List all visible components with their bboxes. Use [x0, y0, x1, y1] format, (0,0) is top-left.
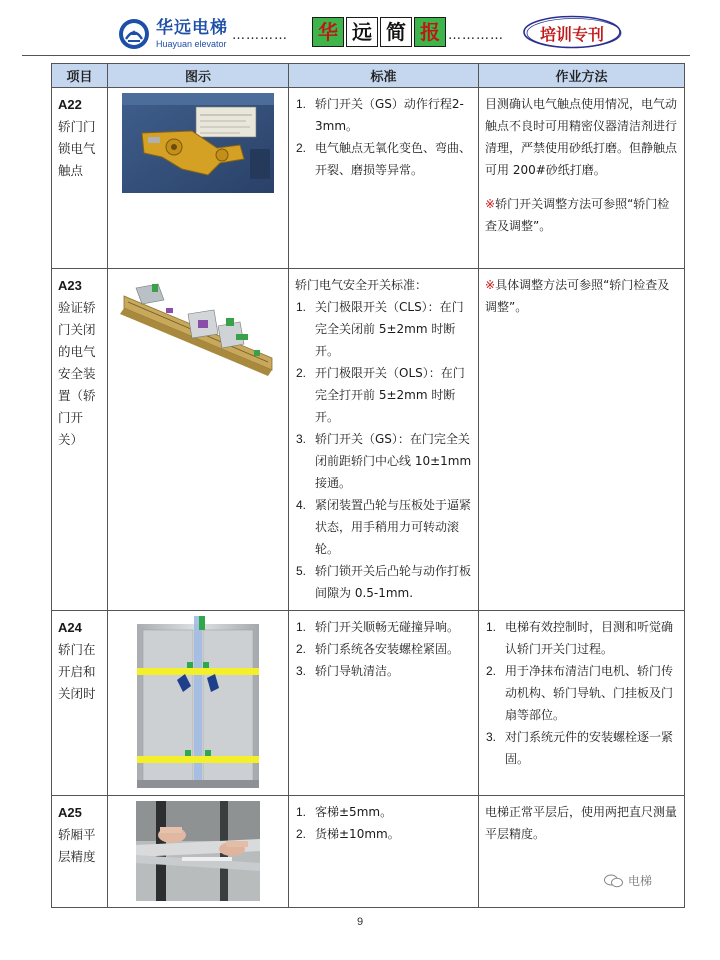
list-item — [295, 362, 472, 428]
list-number: 3. — [296, 432, 307, 446]
company-logo — [118, 18, 228, 50]
page-number: 9 — [356, 916, 364, 928]
list-number: 3. — [486, 730, 497, 744]
method-cell — [479, 269, 685, 611]
item-name-line: 的电气 — [58, 344, 96, 359]
note-text: 轿门开关调整方法可参照“轿门检查及调整”。 — [485, 197, 670, 233]
header-divider — [22, 55, 690, 56]
car-door-panel-photo — [137, 616, 259, 788]
item-code: A22 — [58, 97, 82, 112]
list-item — [485, 616, 678, 660]
item-cell — [52, 269, 108, 611]
method-list — [485, 616, 678, 770]
list-text: 电气触点无氧化变色、弯曲、开裂、磨损等异常。 — [315, 141, 472, 177]
car-door-operator-diagram — [118, 274, 278, 386]
newsletter-char: 报 — [414, 17, 446, 47]
list-item — [295, 494, 472, 560]
standard-intro: 轿门电气安全开关标准： — [295, 278, 428, 292]
maintenance-table — [51, 63, 685, 908]
list-item — [295, 801, 472, 823]
list-text: 轿门导轨清洁。 — [315, 664, 400, 678]
list-text: 用于净抹布清洁门电机、轿门传动机构、轿门导轨、门挂板及门扇等部位。 — [505, 664, 674, 722]
table-row — [52, 88, 685, 269]
standard-list — [295, 801, 472, 845]
logo-english-name: Huayuan elevator — [156, 38, 227, 49]
header-standard: 标准 — [289, 64, 479, 88]
newsletter-title — [312, 17, 448, 47]
standard-list — [295, 296, 472, 604]
list-text: 轿门锁开关后凸轮与动作打板间隙为 0.5-1mm. — [315, 564, 472, 600]
method-text: 电梯正常平层后，使用两把直尺测量平层精度。 — [485, 805, 678, 841]
list-item — [485, 660, 678, 726]
list-text: 轿门系统各安装螺栓紧固。 — [315, 642, 460, 656]
list-text: 轿门开关（GS）：在门完全关闭前距轿门中心线 10±1mm 接通。 — [315, 432, 472, 490]
list-item — [295, 93, 472, 137]
list-text: 开门极限开关（OLS）：在门完全打开前 5±2mm 时断开。 — [315, 366, 465, 424]
newsletter-char: 华 — [312, 17, 344, 47]
item-name-line: 关闭时 — [58, 686, 96, 701]
item-name-line: 轿厢平 — [58, 827, 96, 842]
list-item — [295, 296, 472, 362]
standard-cell — [289, 88, 479, 269]
table-row — [52, 611, 685, 796]
item-code: A24 — [58, 620, 82, 635]
page-header — [0, 0, 720, 60]
list-number: 4. — [296, 498, 307, 512]
training-badge — [522, 15, 622, 49]
item-name-line: 门关闭 — [58, 322, 96, 337]
method-cell — [479, 88, 685, 269]
list-item — [485, 726, 678, 770]
header-method: 作业方法 — [479, 64, 685, 88]
list-number: 2. — [296, 141, 307, 155]
method-cell — [479, 611, 685, 796]
item-code: A25 — [58, 805, 82, 820]
item-code: A23 — [58, 278, 82, 293]
list-number: 1. — [296, 300, 307, 314]
item-name-line: 安全装 — [58, 366, 96, 381]
item-cell — [52, 88, 108, 269]
list-text: 电梯有效控制时，目测和听觉确认轿门开关门过程。 — [505, 620, 674, 656]
table-row — [52, 796, 685, 908]
wechat-watermark — [604, 872, 652, 889]
note-text: 具体调整方法可参照“轿门检查及调整”。 — [485, 278, 670, 314]
wechat-icon — [604, 874, 624, 888]
list-number: 1. — [486, 620, 497, 634]
item-name-line: 轿门在 — [58, 642, 96, 657]
list-item — [295, 560, 472, 604]
header-dots-right: ………… — [448, 28, 504, 43]
item-name-line: 开启和 — [58, 664, 96, 679]
list-item — [295, 428, 472, 494]
item-name-line: 置（轿 — [58, 388, 96, 403]
standard-cell — [289, 611, 479, 796]
standard-cell — [289, 269, 479, 611]
item-name-line: 轿门门 — [58, 119, 96, 134]
list-item — [295, 823, 472, 845]
standard-list — [295, 616, 472, 682]
list-text: 对门系统元件的安装螺栓逐一紧固。 — [505, 730, 674, 766]
item-name-line: 锁电气 — [58, 141, 96, 156]
item-name-line: 触点 — [58, 163, 84, 178]
header-figure: 图示 — [108, 64, 289, 88]
list-number: 2. — [296, 827, 307, 841]
leveling-measurement-photo — [136, 801, 260, 901]
item-name-line: 验证轿 — [58, 300, 96, 315]
table-header-row — [52, 64, 685, 88]
list-number: 3. — [296, 664, 307, 678]
method-text: 目测确认电气触点使用情况，电气动触点不良时可用精密仪器清洁剂进行清理，严禁使用砂纸打磨。但静触点可用 200#砂纸打磨。 — [485, 97, 678, 177]
method-note — [485, 274, 678, 318]
door-lock-contact-photo — [122, 93, 274, 193]
newsletter-char: 远 — [346, 17, 378, 47]
list-item — [295, 616, 472, 638]
watermark-text: 电梯 — [628, 874, 653, 888]
item-name-line: 门开 — [58, 410, 84, 425]
note-mark-icon: ※ — [485, 197, 496, 211]
standard-cell — [289, 796, 479, 908]
list-text: 客梯±5mm。 — [315, 805, 393, 819]
figure-cell — [108, 269, 289, 611]
standard-list — [295, 93, 472, 181]
list-number: 2. — [486, 664, 497, 678]
table-row — [52, 269, 685, 611]
item-cell — [52, 796, 108, 908]
method-cell — [479, 796, 685, 908]
list-number: 2. — [296, 642, 307, 656]
list-text: 紧闭装置凸轮与压板处于逼紧状态，用手稍用力可转动滚轮。 — [315, 498, 472, 556]
list-text: 关门极限开关（CLS）：在门完全关闭前 5±2mm 时断开。 — [315, 300, 464, 358]
list-item — [295, 660, 472, 682]
list-number: 2. — [296, 366, 307, 380]
item-cell — [52, 611, 108, 796]
list-number: 1. — [296, 620, 307, 634]
item-name-line: 层精度 — [58, 849, 96, 864]
badge-label: 培训专刊 — [539, 25, 604, 44]
list-text: 货梯±10mm。 — [315, 827, 400, 841]
figure-cell — [108, 88, 289, 269]
list-item — [295, 137, 472, 181]
list-number: 5. — [296, 564, 307, 578]
item-name-line: 关） — [58, 432, 84, 447]
list-item — [295, 638, 472, 660]
newsletter-char: 简 — [380, 17, 412, 47]
logo-chinese-name: 华远电梯 — [156, 17, 228, 38]
header-dots-left: ………… — [232, 28, 288, 43]
list-text: 轿门开关顺畅无碰撞异响。 — [315, 620, 460, 634]
figure-cell — [108, 611, 289, 796]
elevator-emblem-icon — [118, 18, 150, 50]
note-mark-icon: ※ — [485, 278, 496, 292]
figure-cell — [108, 796, 289, 908]
list-number: 1. — [296, 805, 307, 819]
list-number: 1. — [296, 97, 307, 111]
header-item: 项目 — [52, 64, 108, 88]
list-text: 轿门开关（GS）动作行程2-3mm。 — [315, 97, 464, 133]
method-note — [485, 193, 678, 237]
